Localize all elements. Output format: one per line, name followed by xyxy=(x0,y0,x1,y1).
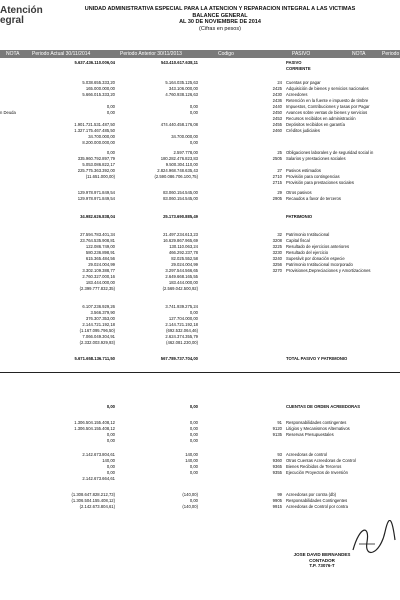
account-name: PASIVO xyxy=(286,60,302,65)
account-name: Otras Cuentas Acreedoras de Control xyxy=(286,458,356,463)
account-code: 27 xyxy=(277,168,282,173)
col-pasivo: PASIVO xyxy=(292,51,311,57)
account-code: 2450 xyxy=(272,110,282,115)
amount-previous: 3.741.939.275,24 xyxy=(165,304,198,309)
amount-current: 8.200.000.000,00 xyxy=(82,140,115,145)
amount-current: 3.302.109.388,77 xyxy=(82,268,115,273)
account-name: Litigios y Mecanismos Alternativos xyxy=(286,426,350,431)
col-nota-2: NOTA xyxy=(352,51,366,57)
amount-current: (1.167.095.796,50) xyxy=(79,328,115,333)
account-code: 2715 xyxy=(272,180,282,185)
amount-current: 225.775.363.392,00 xyxy=(77,168,115,173)
col-periodo-2: Periodo xyxy=(382,51,400,57)
account-code: 2505 xyxy=(272,156,282,161)
amount-previous: 474.440.458.176,08 xyxy=(160,122,198,127)
account-name: Avances sobre ventas de bienes y servicios xyxy=(286,110,368,115)
account-name: Patrimonio Institucional Incorporado xyxy=(286,262,353,267)
amount-current: 122.086.749,00 xyxy=(85,244,115,249)
amount-current: 0,00 xyxy=(106,150,115,155)
section-divider xyxy=(0,372,400,373)
report-units: (Cifras en pesos) xyxy=(199,25,241,32)
account-name: Ejecución Proyectos de Inversión xyxy=(286,470,348,475)
amount-current: 23.764.535.908,81 xyxy=(80,238,115,243)
amount-previous: (2.569.042.500,92) xyxy=(162,286,198,291)
accountant-signature-block xyxy=(262,552,382,569)
amount-previous: 83.060.154.545,00 xyxy=(163,196,198,201)
account-code: 24 xyxy=(277,80,282,85)
amount-current: 5.053.086.822,17 xyxy=(82,162,115,167)
amount-current: (11.651.000,00) xyxy=(85,174,115,179)
amount-previous: (462.081.230,00) xyxy=(166,340,198,345)
account-name: Acreedores xyxy=(286,92,308,97)
account-name: Patrimonio Institucional xyxy=(286,232,330,237)
account-name: CORRIENTE xyxy=(286,66,311,71)
account-code: 2430 xyxy=(272,92,282,97)
amount-previous: 0,00 xyxy=(189,140,198,145)
amount-current: 1.327.175.467.485,50 xyxy=(74,128,115,133)
account-name: PATRIMONIO xyxy=(286,214,313,219)
amount-current: (2.142.673.804,61) xyxy=(79,504,115,509)
amount-previous: 543.410.617.638,11 xyxy=(160,60,198,65)
account-code: 3240 xyxy=(272,256,282,261)
account-code: 29 xyxy=(277,190,282,195)
account-code: 3230 xyxy=(272,250,282,255)
balance-row xyxy=(0,438,400,444)
account-name: Bienes Recibidos de Terceros xyxy=(286,464,342,469)
logo-line-1: Atención xyxy=(0,5,43,16)
account-code: 9915 xyxy=(272,504,282,509)
amount-current: 183.444.000,00 xyxy=(85,280,115,285)
amount-previous: 0,00 xyxy=(189,110,198,115)
amount-previous: 0,00 xyxy=(189,438,198,443)
amount-current: 0,00 xyxy=(106,110,115,115)
amount-current: 2.142.673.804,61 xyxy=(82,452,115,457)
accountant-license: T.P. 73076-T xyxy=(309,563,335,568)
amount-current: 615.365.484,56 xyxy=(85,256,115,261)
amount-previous: 183.444.000,00 xyxy=(168,280,198,285)
account-name: Adquisición de bienes y servicios nacionales xyxy=(286,86,369,91)
amount-previous: 2.144.721.192,18 xyxy=(165,322,198,327)
column-header-bar xyxy=(0,50,400,58)
amount-current: 140,00 xyxy=(102,458,115,463)
account-name: Impuestos, Contribuciones y tasas por Pagar xyxy=(286,104,370,109)
account-name: TOTAL PASIVO Y PATRIMONIO xyxy=(286,356,348,361)
amount-current: 165.000.000,00 xyxy=(85,86,115,91)
account-code: 9135 xyxy=(272,432,282,437)
amount-previous: 130.110.063,24 xyxy=(169,244,198,249)
amount-previous: 2.649.668.165,55 xyxy=(165,274,198,279)
amount-previous: 21.497.234.613,23 xyxy=(163,232,198,237)
account-name: Provisión para prestaciones sociales xyxy=(286,180,354,185)
balance-row xyxy=(0,140,400,146)
amount-current: (2.332.003.929,93) xyxy=(79,340,115,345)
account-code: 25 xyxy=(277,150,282,155)
account-name: Otros pasivos xyxy=(286,190,312,195)
account-code: 91 xyxy=(277,420,282,425)
account-name: Resultado del ejercicio xyxy=(286,250,329,255)
account-name: Créditos judiciales xyxy=(286,128,320,133)
amount-current: 580.236.898,91 xyxy=(85,250,115,255)
account-name: Superávit por donación especie xyxy=(286,256,345,261)
amount-current: 1.306.504.155.408,12 xyxy=(74,420,115,425)
account-name: CUENTAS DE ORDEN ACREEDORAS xyxy=(286,404,360,409)
account-name: Acreedoras por contra (db) xyxy=(286,492,337,497)
amount-current: 0,00 xyxy=(106,470,115,475)
amount-previous: (692.532.064,46) xyxy=(166,328,198,333)
account-code: 2455 xyxy=(272,122,282,127)
account-code: 2440 xyxy=(272,104,282,109)
account-code: 2436 xyxy=(272,98,282,103)
logo-line-2: egral xyxy=(0,15,24,26)
amount-previous: 180.282.476.823,83 xyxy=(160,156,198,161)
amount-previous: 0,00 xyxy=(189,104,198,109)
amount-previous: 83.060.154.545,00 xyxy=(163,190,198,195)
amount-current: 29.024.004,99 xyxy=(88,262,115,267)
amount-previous: (140,00) xyxy=(182,504,198,509)
amount-previous: 2.824.968.748.635,43 xyxy=(157,168,198,173)
amount-previous: 0,00 xyxy=(189,432,198,437)
amount-current: 0,00 xyxy=(106,464,115,469)
account-name: Retención en la fuente e impuesto de timbre xyxy=(286,98,369,103)
account-code: 2710 xyxy=(272,174,282,179)
account-code: 9905 xyxy=(272,498,282,503)
amount-current: 2.144.721.192,18 xyxy=(82,322,115,327)
account-name: Salarios y prestaciones sociales xyxy=(286,156,346,161)
balance-row xyxy=(0,504,400,510)
amount-current: 7.066.049.304,91 xyxy=(82,334,115,339)
accountant-name: JOSE DAVID BERNANDES xyxy=(293,552,351,557)
amount-previous: 0,00 xyxy=(189,404,198,409)
account-name: Recaudos a favor de terceros xyxy=(286,196,341,201)
amount-previous: 140,00 xyxy=(185,458,198,463)
balance-row xyxy=(0,286,400,292)
amount-previous: 5.164.035.125,63 xyxy=(165,80,198,85)
account-code: 3225 xyxy=(272,244,282,249)
amount-previous: 9.500.304.110,00 xyxy=(165,162,198,167)
account-name: Cuentas por pagar xyxy=(286,80,321,85)
account-name: Resultado de ejercicios anteriores xyxy=(286,244,350,249)
balance-row xyxy=(0,66,400,72)
balance-row xyxy=(0,340,400,346)
accountant-role: CONTADOR xyxy=(309,557,335,563)
account-name: Acreedoras de control xyxy=(286,452,327,457)
account-code: 32 xyxy=(277,232,282,237)
amount-previous: (140,00) xyxy=(182,492,198,497)
balance-row xyxy=(0,356,400,362)
account-name: Reservas Presupuestales xyxy=(286,432,334,437)
amount-previous: 0,00 xyxy=(189,426,198,431)
col-codigo: Codigo xyxy=(218,51,234,57)
account-code: 9355 xyxy=(272,470,282,475)
account-code: 99 xyxy=(277,492,282,497)
account-name: Depósitos recibidos en garantía xyxy=(286,122,345,127)
account-name: Acreedoras de Control por contra xyxy=(286,504,348,509)
balance-row xyxy=(0,404,400,410)
account-name: Recursos recibidos en administración xyxy=(286,116,356,121)
account-code: 93 xyxy=(277,452,282,457)
account-code: 2905 xyxy=(272,196,282,201)
amount-current: 335.960.792.897,79 xyxy=(77,156,115,161)
amount-previous: 3.297.544.566,65 xyxy=(165,268,198,273)
col-periodo-anterior: Periodo Anterior 30/11/2013 xyxy=(120,51,182,57)
report-date: AL 30 DE NOVIEMBRE DE 2014 xyxy=(179,19,261,25)
amount-current: 3.566.379,90 xyxy=(90,310,115,315)
entity-logo xyxy=(0,6,43,26)
amount-previous: 127.704.000,00 xyxy=(168,316,198,321)
amount-current: 0,00 xyxy=(106,404,115,409)
amount-current: 0,00 xyxy=(106,104,115,109)
account-code: 9360 xyxy=(272,458,282,463)
account-name: Provisiones,Depreciaciones y Amortizaciones xyxy=(286,268,371,273)
amount-current: 0,00 xyxy=(106,438,115,443)
account-code: 9365 xyxy=(272,464,282,469)
amount-current: 5.666.015.333,20 xyxy=(82,92,115,97)
balance-row xyxy=(0,180,400,186)
amount-current: 5.038.655.333,20 xyxy=(82,80,115,85)
amount-previous: (2.590.086.706.100,75) xyxy=(154,174,198,179)
row-left-label: n Deuda xyxy=(0,110,16,115)
balance-row xyxy=(0,476,400,482)
amount-current: 129.978.971.849,54 xyxy=(77,190,115,195)
account-code: 2460 xyxy=(272,128,282,133)
amount-current: (1.306.504.155.408,12) xyxy=(71,498,115,503)
amount-previous: 0,00 xyxy=(189,498,198,503)
amount-current: 1.306.504.155.408,12 xyxy=(74,426,115,431)
amount-current: 34.982.626.838,04 xyxy=(80,214,115,219)
account-name: Responsabilidades Contingentes xyxy=(286,498,348,503)
amount-previous: 16.629.867.965,69 xyxy=(163,238,198,243)
col-nota: NOTA xyxy=(6,51,20,57)
balance-row xyxy=(0,214,400,220)
document-header xyxy=(0,0,400,48)
col-periodo-actual: Periodo Actual 30/11/2014 xyxy=(32,51,91,57)
amount-current: 2.142.673.664,61 xyxy=(82,476,115,481)
amount-previous: 29.024.004,99 xyxy=(171,262,198,267)
amount-current: 1.901.721.531.487,50 xyxy=(74,122,115,127)
balance-row xyxy=(0,196,400,202)
amount-current: 0,00 xyxy=(106,432,115,437)
report-title: BALANCE GENERAL xyxy=(192,12,248,19)
amount-previous: 0,00 xyxy=(189,464,198,469)
amount-previous: 2.624.374.355,79 xyxy=(165,334,198,339)
amount-current: 27.594.783.401,34 xyxy=(80,232,115,237)
amount-current: (1.308.647.828.212,73) xyxy=(71,492,115,497)
account-name: Capital fiscal xyxy=(286,238,310,243)
account-code: 2425 xyxy=(272,86,282,91)
amount-previous: 0,00 xyxy=(189,470,198,475)
amount-current: 129.978.971.849,54 xyxy=(77,196,115,201)
amount-current: 34.700.000,00 xyxy=(88,134,115,139)
amount-current: 6.107.236.929,26 xyxy=(82,304,115,309)
amount-current: 5.671.658.136.711,50 xyxy=(74,356,115,361)
account-code: 3256 xyxy=(272,262,282,267)
amount-previous: 34.700.000,00 xyxy=(171,134,198,139)
amount-previous: 2.597.778,00 xyxy=(173,150,198,155)
amount-previous: 140,00 xyxy=(185,452,198,457)
account-name: Responsabilidades contingentes xyxy=(286,420,347,425)
amount-previous: 82.025.552,58 xyxy=(171,256,198,261)
account-name: Pasivos estimados xyxy=(286,168,321,173)
account-code: 3270 xyxy=(272,268,282,273)
amount-previous: 0,00 xyxy=(189,420,198,425)
amount-current: 2.760.327.000,16 xyxy=(82,274,115,279)
amount-previous: 0,00 xyxy=(189,310,198,315)
amount-previous: 25.173.690.885,49 xyxy=(163,214,198,219)
amount-current: (2.399.777.832,35) xyxy=(79,286,115,291)
amount-previous: 343.106.000,00 xyxy=(168,86,198,91)
account-code: 9120 xyxy=(272,426,282,431)
amount-previous: 4.760.938.126,63 xyxy=(165,92,198,97)
account-name: Provisión para contingencias xyxy=(286,174,340,179)
account-code: 2453 xyxy=(272,116,282,121)
amount-current: 376.307.353,00 xyxy=(85,316,115,321)
amount-previous: 466.292.237,78 xyxy=(168,250,198,255)
amount-previous: 567.789.737.704,00 xyxy=(160,356,198,361)
account-code: 3208 xyxy=(272,238,282,243)
amount-current: 5.637.436.110.006,04 xyxy=(74,60,115,65)
account-name: Obligaciones laborales y de seguridad social in xyxy=(286,150,374,155)
report-titles xyxy=(70,6,370,32)
entity-name: UNIDAD ADMINISTRATIVA ESPECIAL PARA LA ATENCION Y REPARACION INTEGRAL A LAS VICTIMAS xyxy=(84,6,356,12)
